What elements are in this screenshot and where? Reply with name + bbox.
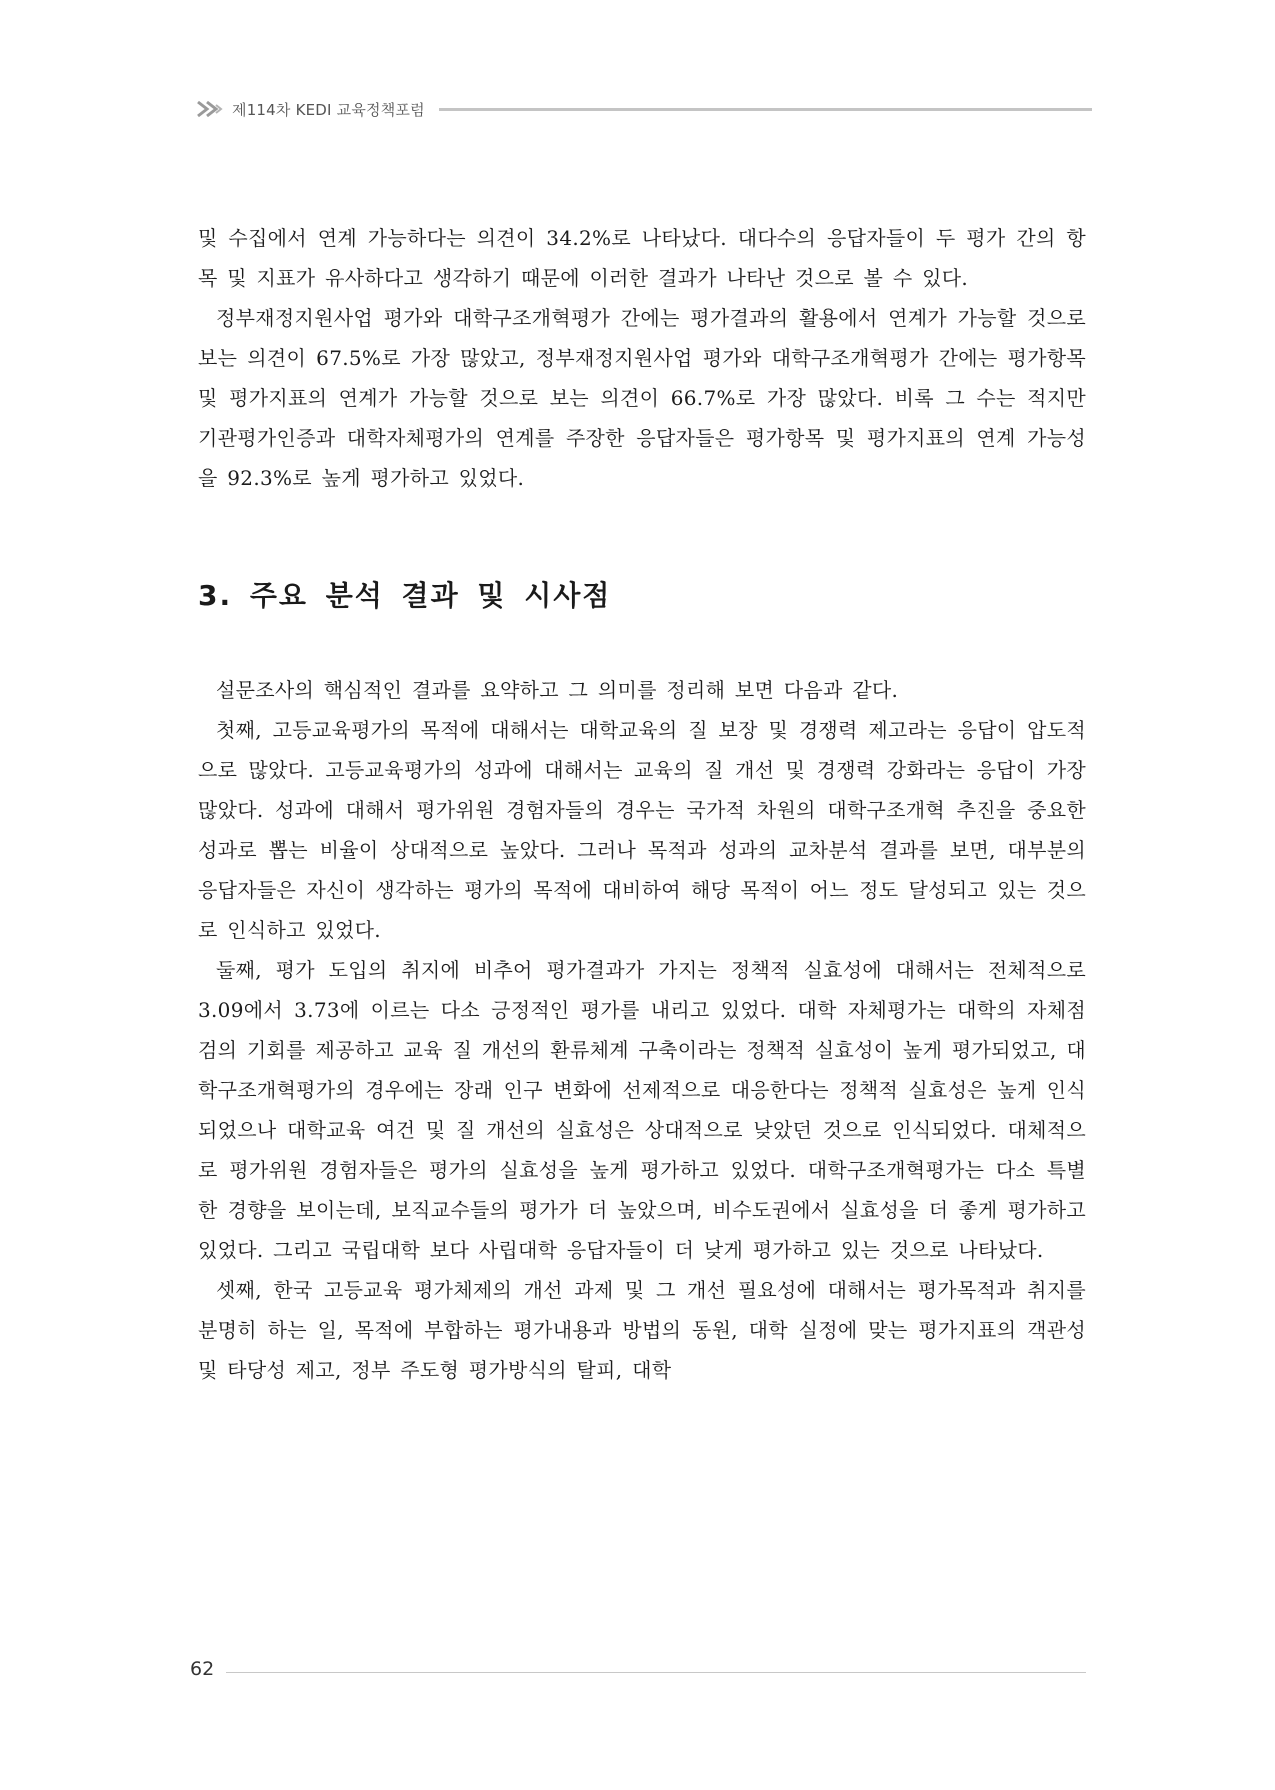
paragraph: 설문조사의 핵심적인 결과를 요약하고 그 의미를 정리해 보면 다음과 같다. (216, 678, 899, 702)
page-number: 62 (190, 1658, 215, 1680)
paragraph: 셋째, 한국 고등교육 평가체제의 개선 과제 및 그 개선 필요성에 대해서는 평가목적과 취지를 분명히 하는 일, 목적에 부합하는 평가내용과 방법의 동원, 대학 실정에 맞는 평가지표의 객관성 및 타당성 제고, 정부 주도형 평가방식의 탈피, 대학 (198, 1278, 1086, 1382)
header-divider (439, 108, 1092, 111)
page-body (198, 218, 1086, 1390)
section-heading: 3. 주요 분석 결과 및 시사점 (198, 579, 612, 612)
paragraph: 둘째, 평가 도입의 취지에 비추어 평가결과가 가지는 정책적 실효성에 대해서는 전체적으로 3.09에서 3.73에 이르는 다소 긍정적인 평가를 내리고 있었다. 대학 자체평가는 대학의 자체점검의 기회를 제공하고 교육 질 개선의 환류체계 구축이라는 정책적 실효성이 높게 평가되었고, 대학구조개혁평가의 경우에는 장래 인구 변화에 선제적으로 대응한다는 정책적 실효성은 높게 인식되었으나 대학교육 여건 및 질 개선의 실효성은 상대적으로 낮았던 것으로 인식되었다. 대체적으로 평가위원 경험자들은 평가의 실효성을 높게 평가하고 있었다. 대학구조개혁평가는 다소 특별한 경향을 보이는데, 보직교수들의 평가가 더 높았으며, 비수도권에서 실효성을 더 좋게 평가하고 있었다. 그리고 국립대학 보다 사립대학 응답자들이 더 낮게 평가하고 있는 것으로 나타났다. (198, 958, 1086, 1262)
paragraph: 정부재정지원사업 평가와 대학구조개혁평가 간에는 평가결과의 활용에서 연계가 가능할 것으로 보는 의견이 67.5%로 가장 많았고, 정부재정지원사업 평가와 대학구조개혁평가 간에는 평가항목 및 평가지표의 연계가 가능할 것으로 보는 의견이 66.7%로 가장 많았다. 비록 그 수는 적지만 기관평가인증과 대학자체평가의 연계를 주장한 응답자들은 평가항목 및 평가지표의 연계 가능성을 92.3%로 높게 평가하고 있었다. (198, 306, 1086, 490)
double-chevron-icon (196, 99, 226, 119)
page-footer (190, 1655, 1086, 1683)
running-header (196, 98, 1092, 120)
header-title: 제114차 KEDI 교육정책포럼 (232, 100, 425, 119)
footer-divider (226, 1672, 1086, 1673)
paragraph: 첫째, 고등교육평가의 목적에 대해서는 대학교육의 질 보장 및 경쟁력 제고라는 응답이 압도적으로 많았다. 고등교육평가의 성과에 대해서는 교육의 질 개선 및 경쟁력 강화라는 응답이 가장 많았다. 성과에 대해서 평가위원 경험자들의 경우는 국가적 차원의 대학구조개혁 추진을 중요한 성과로 뽑는 비율이 상대적으로 높았다. 그러나 목적과 성과의 교차분석 결과를 보면, 대부분의 응답자들은 자신이 생각하는 평가의 목적에 대비하여 해당 목적이 어느 정도 달성되고 있는 것으로 인식하고 있었다. (198, 718, 1086, 942)
paragraph: 및 수집에서 연계 가능하다는 의견이 34.2%로 나타났다. 대다수의 응답자들이 두 평가 간의 항목 및 지표가 유사하다고 생각하기 때문에 이러한 결과가 나타난 것으로 볼 수 있다. (198, 226, 1086, 290)
